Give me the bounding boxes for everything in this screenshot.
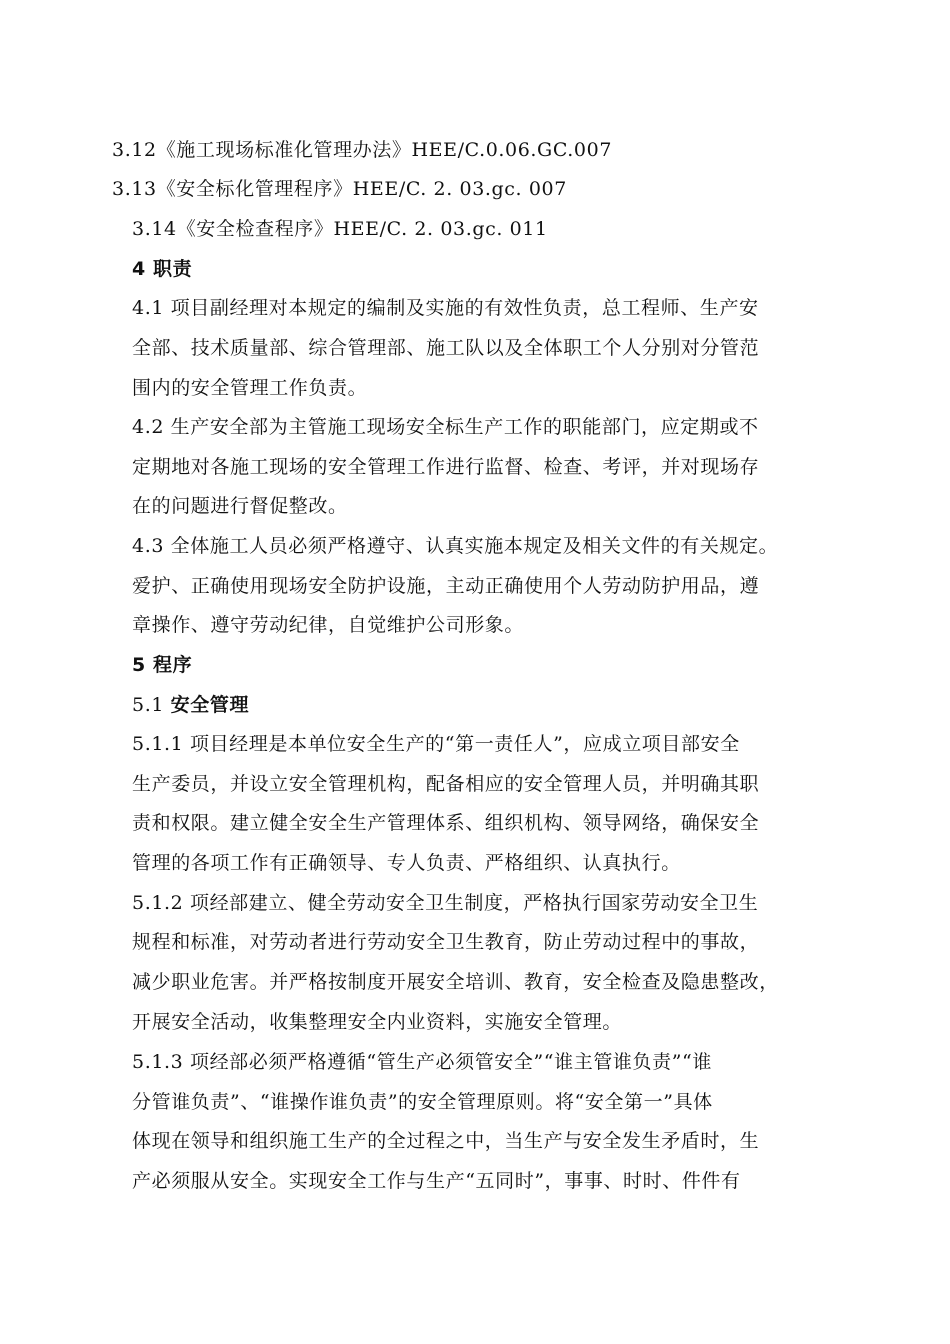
paragraph-4-1-line: 4.1 项目副经理对本规定的编制及实施的有效性负责，总工程师、生产安 [132, 297, 759, 319]
paragraph-5-1-2-line: 5.1.2 项经部建立、健全劳动安全卫生制度，严格执行国家劳动安全卫生 [132, 892, 759, 914]
paragraph-4-3-line: 章操作、遵守劳动纪律，自觉维护公司形象。 [132, 614, 525, 636]
subsection-5-1-title: 安全管理 [170, 694, 250, 716]
paragraph-5-1-1-line: 5.1.1 项目经理是本单位安全生产的“第一责任人”，应成立项目部安全 [132, 733, 740, 755]
paragraph-4-1-line: 围内的安全管理工作负责。 [132, 377, 368, 399]
paragraph-5-1-3-line: 体现在领导和组织施工生产的全过程之中，当生产与安全发生矛盾时，生 [132, 1130, 760, 1152]
paragraph-5-1-1-line: 管理的各项工作有正确领导、专人负责、严格组织、认真执行。 [132, 852, 681, 874]
section-4-heading: 4 职责 [132, 258, 193, 280]
paragraph-5-1-2-line: 规程和标准，对劳动者进行劳动安全卫生教育，防止劳动过程中的事故， [132, 931, 760, 953]
paragraph-4-2-line: 在的问题进行督促整改。 [132, 495, 348, 517]
paragraph-4-2-line: 定期地对各施工现场的安全管理工作进行监督、检查、考评，并对现场存 [132, 456, 760, 478]
reference-3-14: 3.14《安全检查程序》HEE/C. 2. 03.gc. 011 [132, 218, 548, 240]
paragraph-5-1-2-line: 减少职业危害。并严格按制度开展安全培训、教育，安全检查及隐患整改， [132, 971, 779, 993]
paragraph-4-1-line: 全部、技术质量部、综合管理部、施工队以及全体职工个人分别对分管范 [132, 337, 760, 359]
reference-3-13: 3.13《安全标化管理程序》HEE/C. 2. 03.gc. 007 [112, 178, 567, 200]
reference-3-12: 3.12《施工现场标准化管理办法》HEE/C.0.06.GC.007 [112, 139, 613, 161]
paragraph-5-1-1-line: 生产委员，并设立安全管理机构，配备相应的安全管理人员，并明确其职 [132, 773, 760, 795]
paragraph-4-2-line: 4.2 生产安全部为主管施工现场安全标生产工作的职能部门，应定期或不 [132, 416, 759, 438]
paragraph-5-1-3-line: 5.1.3 项经部必须严格遵循“管生产必须管安全”“谁主管谁负责”“谁 [132, 1051, 712, 1073]
subsection-5-1-number: 5.1 [132, 694, 171, 716]
paragraph-4-3-line: 4.3 全体施工人员必须严格遵守、认真实施本规定及相关文件的有关规定。 [132, 535, 779, 557]
section-5-heading: 5 程序 [132, 654, 193, 676]
subsection-5-1-heading [132, 694, 249, 716]
paragraph-5-1-1-line: 责和权限。建立健全安全生产管理体系、组织机构、领导网络，确保安全 [132, 812, 760, 834]
paragraph-4-3-line: 爱护、正确使用现场安全防护设施，主动正确使用个人劳动防护用品，遵 [132, 575, 760, 597]
paragraph-5-1-3-line: 分管谁负责”、“谁操作谁负责”的安全管理原则。将“安全第一”具体 [132, 1091, 713, 1113]
paragraph-5-1-2-line: 开展安全活动，收集整理安全内业资料，实施安全管理。 [132, 1011, 623, 1033]
paragraph-5-1-3-line: 产必须服从安全。实现安全工作与生产“五同时”，事事、时时、件件有 [132, 1170, 741, 1192]
